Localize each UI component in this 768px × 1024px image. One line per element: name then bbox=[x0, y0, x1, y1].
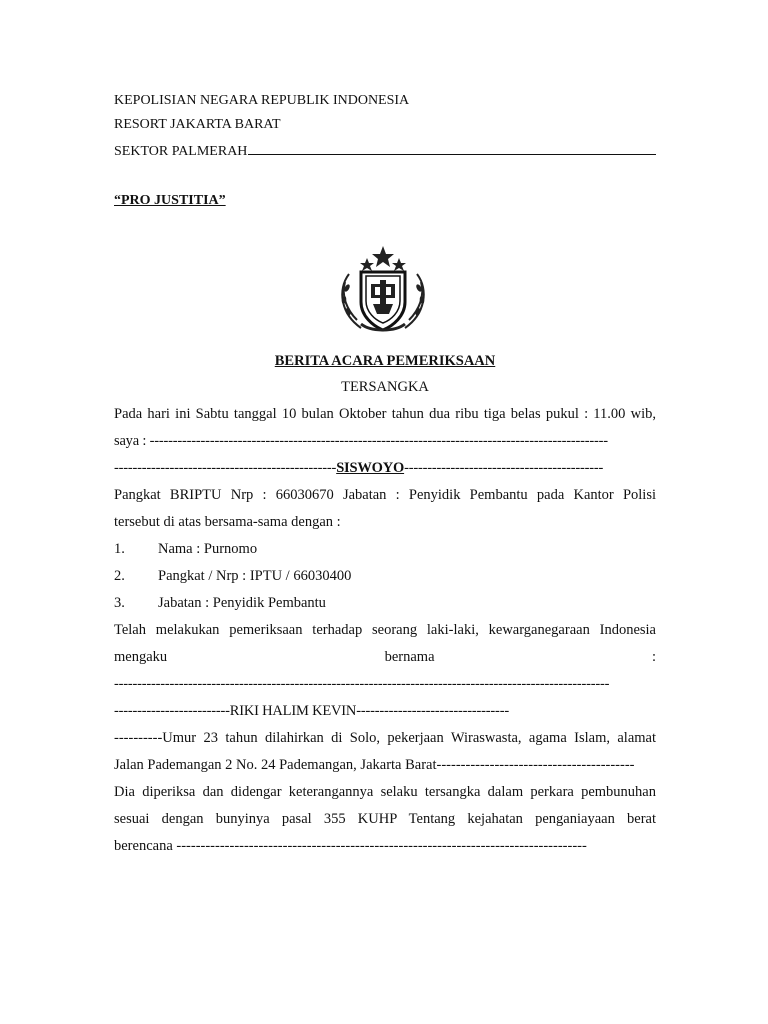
exam-word-bernama: bernama bbox=[384, 649, 435, 665]
charge-line-1: Dia diperiksa dan didengar keterangannya selaku tersangka dalam perkara pembunuhan bbox=[114, 784, 656, 800]
rank-line-2: tersebut di atas bersama-sama dengan : bbox=[114, 514, 341, 530]
intro-paragraph: Pada hari ini Sabtu tanggal 10 bulan Oktober tahun dua ribu tiga belas pukul : 11.00 wib, bbox=[114, 406, 656, 422]
list-item-number: 1. bbox=[114, 541, 125, 557]
examiner-line bbox=[114, 459, 656, 477]
list-item-text: Nama : Purnomo bbox=[158, 541, 258, 557]
police-emblem-icon bbox=[331, 244, 435, 336]
examiner-dash-left: ------------------------------------------------ bbox=[114, 460, 337, 476]
exam-colon: : bbox=[651, 649, 656, 665]
agency-sector-label: SEKTOR PALMERAH bbox=[114, 144, 248, 159]
suspect-name: RIKI HALIM KEVIN bbox=[229, 703, 357, 719]
examiner-name: SISWOYO bbox=[336, 460, 405, 476]
exam-word-mengaku: mengaku bbox=[114, 649, 168, 665]
examiner-dash-right: ------------------------------------------- bbox=[404, 460, 604, 476]
dash-separator: ----------------------------------------------------------------------------------------------------------- bbox=[114, 676, 610, 692]
charge-line-2: sesuai dengan bunyinya pasal 355 KUHP Tentang kejahatan penganiayaan berat bbox=[114, 811, 656, 827]
detail-line-2: Jalan Pademangan 2 No. 24 Pademangan, Jakarta Barat----------------------------------------- bbox=[114, 757, 635, 773]
agency-sector bbox=[114, 142, 656, 161]
suspect-line bbox=[114, 702, 656, 720]
agency-resort: RESORT JAKARTA BARAT bbox=[114, 117, 281, 132]
saya-line: saya : --------------------------------------------------------------------------------------------------- bbox=[114, 433, 608, 449]
list-item bbox=[114, 594, 656, 612]
suspect-dash-left: ------------------------- bbox=[114, 703, 230, 719]
list-item-number: 2. bbox=[114, 568, 125, 584]
exam-line-1: Telah melakukan pemeriksaan terhadap seorang laki-laki, kewarganegaraan Indonesia bbox=[114, 622, 656, 638]
agency-name: KEPOLISIAN NEGARA REPUBLIK INDONESIA bbox=[114, 93, 410, 108]
charge-line-3: berencana ------------------------------------------------------------------------------------- bbox=[114, 838, 587, 854]
list-item-text: Pangkat / Nrp : IPTU / 66030400 bbox=[158, 568, 352, 584]
pro-justitia-motto: “PRO JUSTITIA” bbox=[114, 193, 226, 208]
document-subtitle: TERSANGKA bbox=[341, 379, 429, 395]
document-title: BERITA ACARA PEMERIKSAAN bbox=[274, 353, 496, 369]
rank-line-1: Pangkat BRIPTU Nrp : 66030670 Jabatan : Penyidik Pembantu pada Kantor Polisi bbox=[114, 487, 656, 503]
list-item bbox=[114, 567, 656, 585]
detail-line-1: ----------Umur 23 tahun dilahirkan di Solo, pekerjaan Wiraswasta, agama Islam, alamat bbox=[114, 730, 656, 746]
list-item-text: Jabatan : Penyidik Pembantu bbox=[158, 595, 326, 611]
exam-line-2 bbox=[114, 648, 656, 666]
list-item-number: 3. bbox=[114, 595, 125, 611]
list-item bbox=[114, 540, 656, 558]
sector-underline bbox=[248, 142, 656, 155]
suspect-dash-right: --------------------------------- bbox=[356, 703, 509, 719]
